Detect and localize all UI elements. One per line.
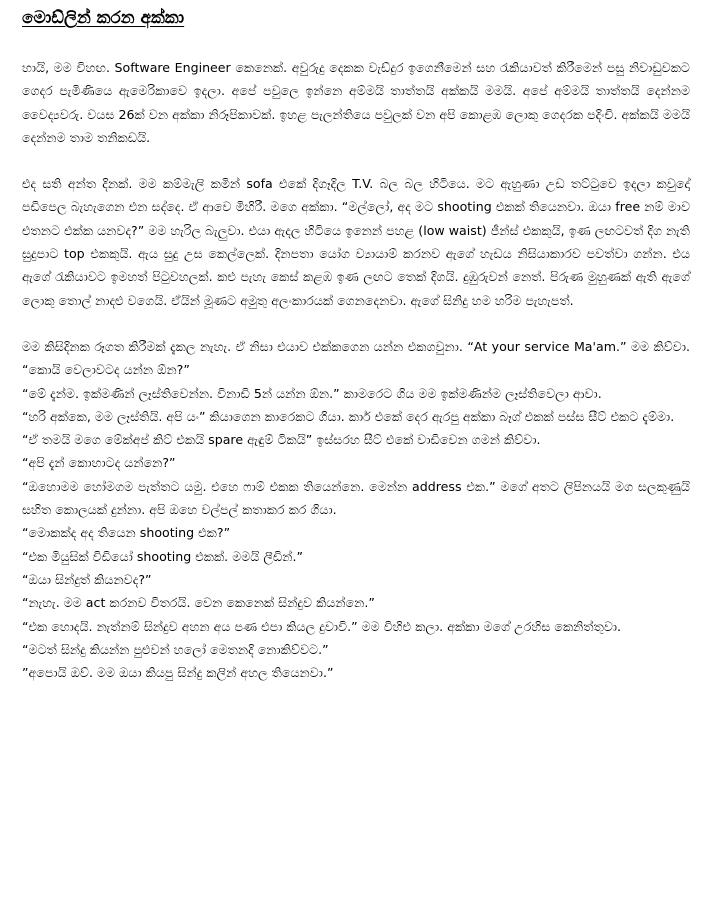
paragraph-dialogue: “එක මියුසික් විඩියෝ shooting එකක්. මමයි ලීඩින්.” (22, 548, 304, 564)
paragraph-gap (22, 312, 690, 335)
paragraph-dialogue: ”අපොයි ඔව්. මම ඔයා කියපු සින්දු කලින් අහල තියෙනවා.” (22, 665, 334, 681)
paragraph-dialogue: “ඔහොමම හෝමගම පැත්තට යමු. එහෙ ෆාම් එකක තියෙන්නෙ. මෙන්න address එක.” මගේ අතට ලිපිනයයි මග සලකුණුයි සහිත කොලයක් දුන්නා. අපි ඔහෙ වල්පල් කතාකර කර ගියා. (22, 478, 690, 518)
paragraph-gap (22, 149, 690, 172)
paragraph-intro: හායි, මම විහඟ. Software Engineer කෙනෙක්. අවුරුදු දෙකක වැඩ්දුර ඉගෙනීමෙන් සහ රැකියාවත් කිරීමෙන් පසු නිවාඩුවකට ගෙදර පැමිණියෙ ඇමෙරිකාවෙ ඉදලා. අපේ පවුලෙ ඉන්නෙ අම්මයි තාත්තයි අක්කයි මමයි. අපේ අම්මයි තාත්තයි දෙන්නම වෛද්‍යවරු. වයස 26ක් වන අක්කා නිරූපිකාවක්. ඉහළ පැලන්තියෙ පවුලක් වන අපි කොළඹ ලොකු ගෙදරක පදිංචි. අක්කයි මමයි දෙන්නම තාම තනිකඩයි. (22, 60, 690, 145)
document-page (22, 6, 690, 684)
paragraph-dialogue: “ඔයා සින්දුත් කියනවද?” (22, 571, 152, 587)
paragraph-agree: මම කිසිදිනක රූගත කිරීමක් දැකල නැහැ. ඒ නිසා එයාව එක්කගෙන යන්න එකගවුනා. “At your service Ma'am.” මම කිව්වා. “කොයි වෙලාවටද යන්න ඕන?” (22, 338, 690, 378)
paragraph-dialogue: “මේ දැන්ම. ඉක්මණින් ලෑස්තිවෙන්න. විනාඩි 5න් යන්න ඕන.” කාමරෙට ගිය මම ඉක්මණින්ම ලෑස්තිවෙලා ආවා. (22, 385, 602, 401)
paragraph-dialogue: “ඒ තමයි මගෙ මේක්අප් කිට් එකයි spare ඇඳුම් ටිකයි” ඉස්සරහ සීට් එකේ වාඩිවෙන ගමන් කිව්වා. (22, 432, 541, 448)
paragraph-dialogue: “මටත් සින්දු කියන්න පුළුවන් හලෝ මෙතනදි නොකිව්වට.” (22, 641, 329, 657)
paragraph-dialogue: “අපි දැන් කොහාටද යන්නෙ?” (22, 455, 176, 471)
paragraph-dialogue: “නැහැ. මම act කරනව විතරයි. වෙන කෙනෙක් සින්දුව කියන්නෙ.” (22, 595, 375, 611)
paragraph-dialogue: “එක හොදයි. නැත්නම් සින්දුව අහන අය පණ එපා කියල දුවාවි.” මම විහිළු කලා. අක්කා මගේ උරහිස කෙනිත්තුවා. (22, 618, 622, 634)
paragraph-dialogue: “මොකක්ද අද තියෙන shooting එක?” (22, 525, 231, 541)
paragraph-weekend: එද සති අන්ත දිනක්. මම කම්මැලි කමින් sofa එකේ දිගෑදිල T.V. බල බල හිටියෙ. මට ඇහුණා උඩ තට්ටුවෙ ඉදලා කවුදෝ පඩිපෙල බැහැගෙන එන සද්දෙ. ඒ ආවෙ මිහිරී. මගෙ අක්කා. “මල්ලෝ, අද මට shooting එකක් තියෙනවා. ඔයා free නම් මාව එතනට එක්ක යනවද?” මම හැරිල බැලුවා. එයා ඇදල හිටියෙ ඉනෙන් පහළ (low waist) ජීන්ස් එකකුයි, ඉණ ලඟටවත් දිග නැති සුදුපාට top එකකුයි. ඇය සුදු උස කෙල්ලෙක්. දිනපතා යෝග ව්‍යායාම් කරනව ඇගේ හැඩය නිසියාකාරව පවත්වා ගන්න. එය ඇගේ රැකියාවට ඉමහත් පිටුවහලක්. කළු පැහැ කෙස් කළඹ ඉණ ලඟට තෙක් දිගයි. දුඹුරුවන් නෙත්. පිරුණ මුහුණක් ඇති ඇගේ ලොකු තොල් නාදළු වගෙයි. ඒයින් මූණට අමුතු අලංකාරයක් ගෙනදෙනවා. ඇගේ සිනිදු හම හරිම පැහැපත්. (22, 176, 690, 308)
paragraph-dialogue: “හරි අක්කෙ, මම ලෑස්තියි. අපි යං” කියාගෙන කාරෙකට ගියා. කාර් එකේ දෙර ඇරපු අක්කා බෑග් එකක් පස්ස සීට් එකට දැම්මා. (22, 408, 675, 424)
story-title: මොඩ්ලින් කරන අක්කා (22, 8, 185, 28)
